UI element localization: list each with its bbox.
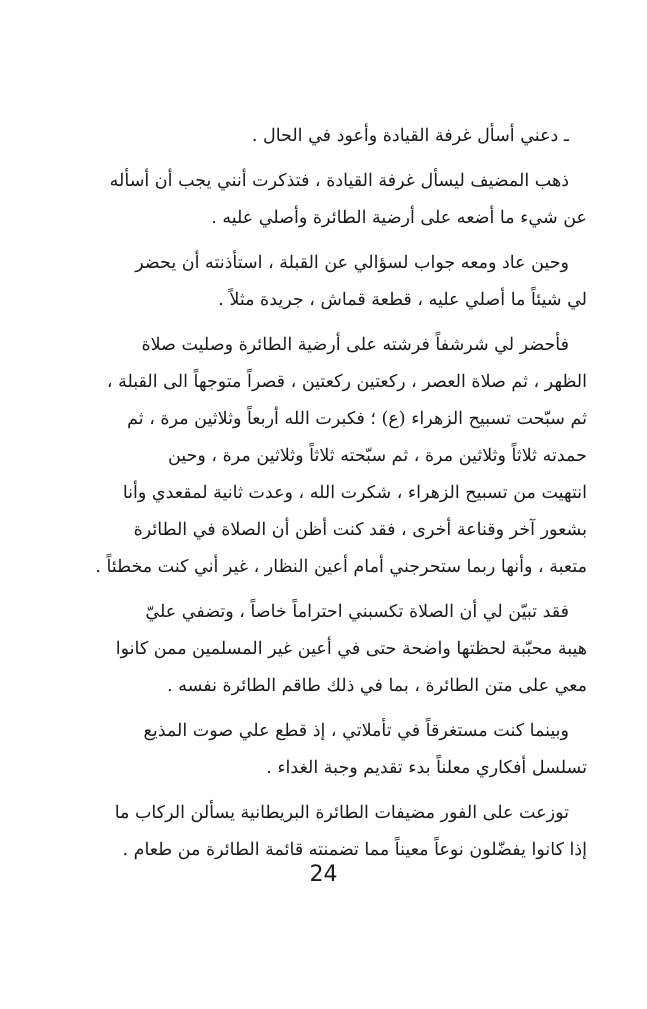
text-line: هيبة محبّبة لحظتها واضحة حتى في أعين غير المسلمين ممن كانوا	[115, 639, 587, 659]
text-line: ـ دعني أسأل غرفة القيادة وأعود في الحال .	[251, 126, 569, 146]
text-line: وبينما كنت مستغرقاً في تأملاتي ، إذ قطع علي صوت المذيع	[143, 721, 569, 741]
paragraph	[60, 713, 587, 787]
text-line: ثم سبّحت تسبيح الزهراء (ع) ؛ فكبرت الله أربعاً وثلاثين مرة ، ثم	[127, 409, 587, 429]
paragraph	[60, 795, 587, 869]
text-line: إذا كانوا يفضّلون نوعاً معيناً مما تضمنته قائمة الطائرة من طعام .	[122, 840, 587, 860]
text-line: توزعت على الفور مضيفات الطائرة البريطانية يسألن الركاب ما	[114, 803, 569, 823]
paragraph	[60, 594, 587, 705]
text-line: متعبة ، وأنها ربما ستحرجني أمام أعين النظار ، غير أني كنت مخطئاً .	[95, 557, 587, 577]
paragraph	[60, 118, 587, 155]
text-line: عن شيء ما أضعه على أرضية الطائرة وأصلي عليه .	[211, 208, 587, 228]
text-line: الظهر ، ثم صلاة العصر ، ركعتين ركعتين ، قصراً متوجهاً الى القبلة ،	[106, 372, 587, 392]
paragraph	[60, 245, 587, 319]
text-line: انتهيت من تسبيح الزهراء ، شكرت الله ، وعدت ثانية لمقعدي وأنا	[122, 483, 587, 503]
paragraph	[60, 327, 587, 586]
text-line: حمدته ثلاثاً وثلاثين مرة ، ثم سبّحته ثلاثاً وثلاثين مرة ، وحين	[167, 446, 587, 466]
page-number: 24	[309, 862, 338, 887]
text-line: ذهب المضيف ليسأل غرفة القيادة ، فتذكرت أنني يجب أن أسأله	[109, 171, 569, 191]
text-line: فأحضر لي شرشفاً فرشته على أرضية الطائرة وصليت صلاة	[141, 335, 569, 355]
text-line: لي شيئاً ما أصلي عليه ، قطعة قماش ، جريدة مثلاً .	[218, 290, 587, 310]
text-line: معي على متن الطائرة ، بما في ذلك طاقم الطائرة نفسه .	[167, 676, 587, 696]
text-line: وحين عاد ومعه جواب لسؤالي عن القبلة ، استأذنته أن يحضر	[135, 253, 569, 273]
page-body	[60, 118, 587, 877]
paragraph	[60, 163, 587, 237]
text-line: بشعور آخر وقناعة أخرى ، فقد كنت أظن أن الصلاة في الطائرة	[133, 520, 587, 540]
text-line: فقد تبيّن لي أن الصلاة تكسبني احتراماً خاصاً ، وتضفي عليّ	[145, 602, 569, 622]
text-line: تسلسل أفكاري معلناً بدء تقديم وجبة الغداء .	[266, 758, 587, 778]
